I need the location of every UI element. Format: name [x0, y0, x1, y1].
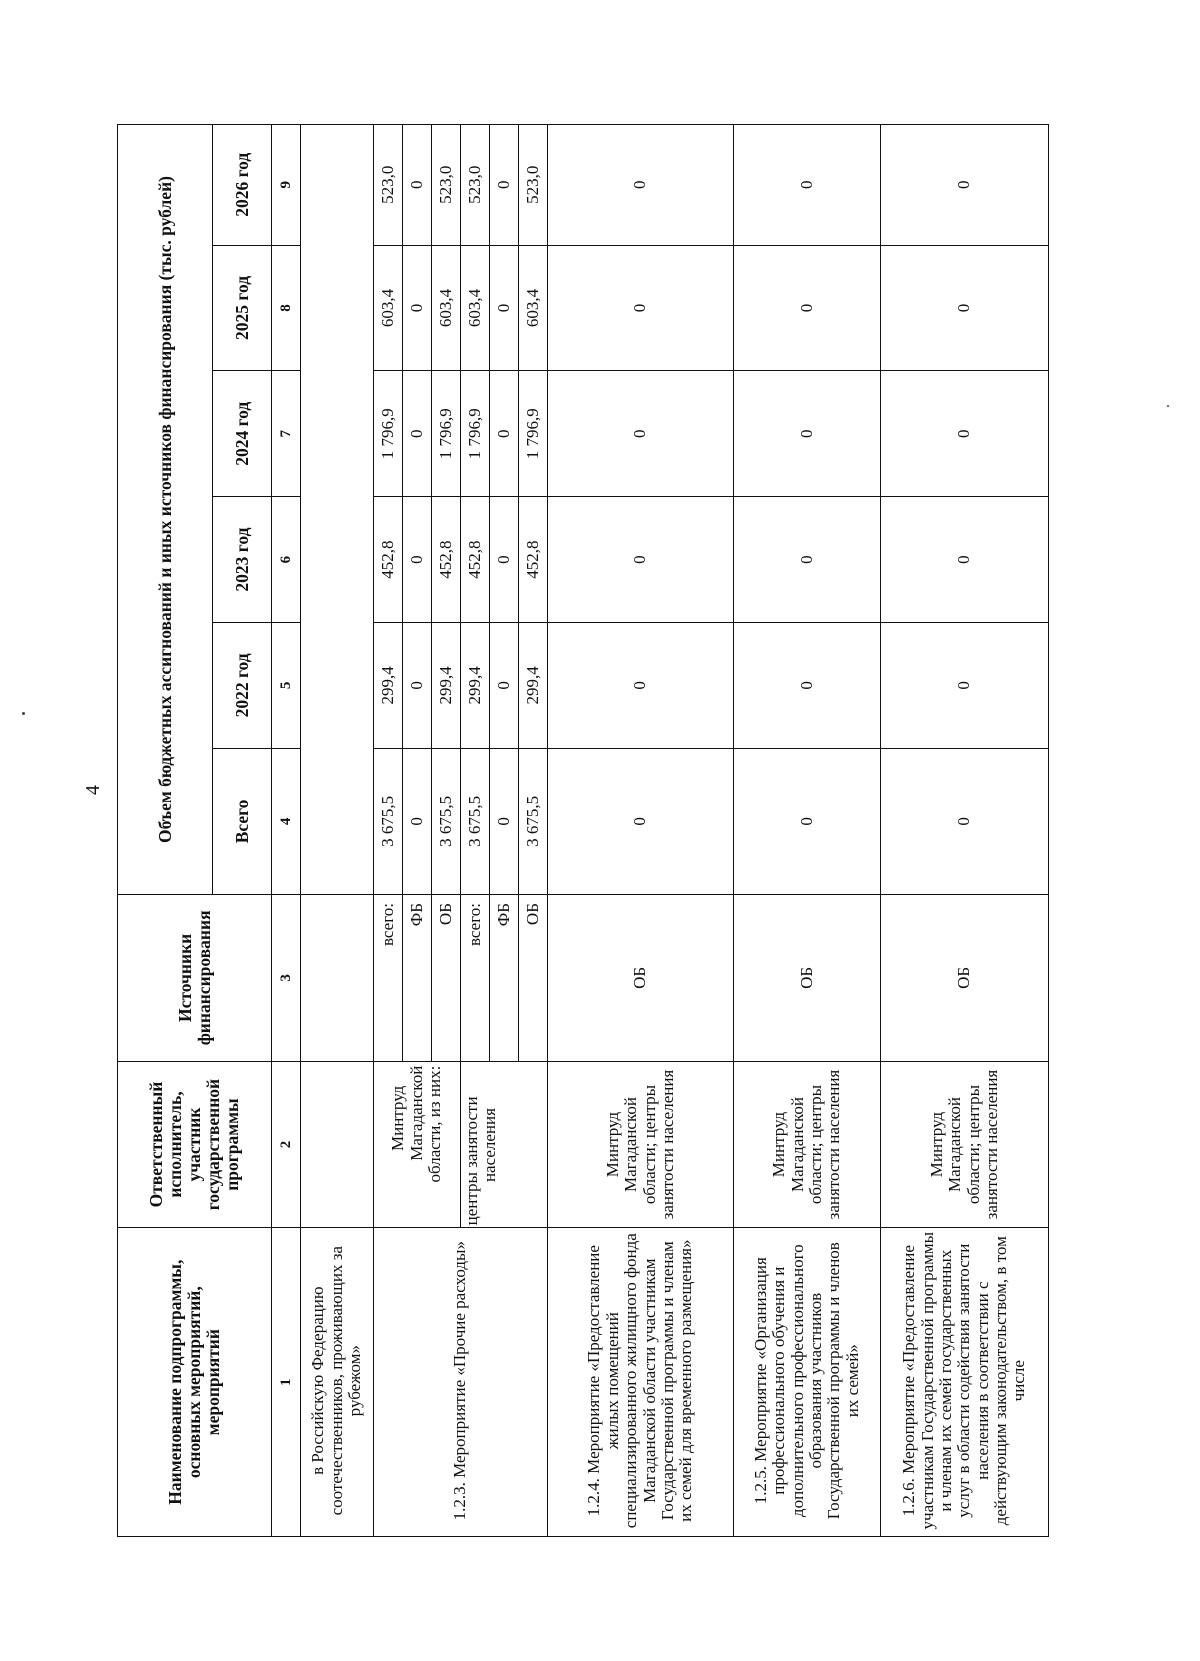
m123-name: 1.2.3. Мероприятие «Прочие расходы»: [374, 1228, 548, 1537]
m126-name: 1.2.6. Мероприятие «Предоставление участникам Государственной программы и членам их семей государственных услуг в области содействия занятости населения в соответствии с действующим законодательством, в том числе: [881, 1228, 1049, 1537]
value-total: 0: [734, 748, 881, 894]
value-2023: 0: [881, 497, 1049, 623]
source-label: всего:: [374, 895, 403, 1062]
value-total: 0: [881, 748, 1049, 894]
m123-exec-line: центры занятости: [462, 1096, 481, 1226]
value-2026: 0: [403, 125, 432, 246]
value-2025: 603,4: [374, 245, 403, 371]
m125-source: ОБ: [734, 895, 881, 1062]
value-total: 3 675,5: [374, 748, 403, 894]
m123-executor-ministry: [374, 1061, 461, 1228]
value-total: 3 675,5: [461, 748, 490, 894]
value-2026: 523,0: [461, 125, 490, 246]
value-2024: 0: [403, 371, 432, 497]
m126-row: [881, 125, 1049, 1537]
page-number: 4: [82, 785, 104, 795]
value-total: 0: [548, 748, 734, 894]
value-total: 3 675,5: [432, 748, 461, 894]
m126-executor: Минтруд Магаданской области; центры занятости населения: [881, 1061, 1049, 1228]
value-2024: 0: [881, 371, 1049, 497]
column-number: 1: [272, 1228, 301, 1537]
column-number: 5: [272, 622, 301, 748]
source-label: всего:: [461, 895, 490, 1062]
value-2025: 603,4: [519, 245, 548, 371]
m125-executor: Минтруд Магаданской области; центры занятости населения: [734, 1061, 881, 1228]
value-2025: 603,4: [432, 245, 461, 371]
m123-executor-centers: [461, 1061, 548, 1228]
value-2024: 1 796,9: [519, 371, 548, 497]
value-2022: 0: [881, 622, 1049, 748]
value-2022: 0: [403, 622, 432, 748]
m126-source: ОБ: [881, 895, 1049, 1062]
value-2025: 603,4: [461, 245, 490, 371]
m125-name: 1.2.5. Мероприятие «Организация профессионального обучения и дополнительного профессионального образования участников Государственной программы и членов их семей»: [734, 1228, 881, 1537]
value-2022: 299,4: [519, 622, 548, 748]
value-2022: 299,4: [461, 622, 490, 748]
value-total: 3 675,5: [519, 748, 548, 894]
m124-executor: Минтруд Магаданской области; центры занятости населения: [548, 1061, 734, 1228]
column-number: 8: [272, 245, 301, 371]
header-2022: 2022 год: [213, 622, 272, 748]
continuation-name: в Российскую Федерацию соотечественников, проживающих за рубежом»: [301, 1228, 374, 1537]
value-2025: 0: [734, 245, 881, 371]
value-2024: 1 796,9: [374, 371, 403, 497]
column-number-row: [272, 125, 301, 1537]
m125-row: [734, 125, 881, 1537]
value-2026: 0: [490, 125, 519, 246]
value-2023: 0: [548, 497, 734, 623]
header-executor: Ответственный исполнитель, участник государственной программы: [118, 1061, 272, 1228]
header-name: Наименование подпрограммы, основных мероприятий, мероприятий: [118, 1228, 272, 1537]
value-2026: 0: [734, 125, 881, 246]
value-2023: 0: [734, 497, 881, 623]
m123-exec-line: области, из них:: [425, 1065, 445, 1183]
value-2025: 0: [881, 245, 1049, 371]
value-2025: 0: [548, 245, 734, 371]
value-2026: 523,0: [432, 125, 461, 246]
value-2026: 523,0: [519, 125, 548, 246]
m124-source: ОБ: [548, 895, 734, 1062]
value-2026: 0: [881, 125, 1049, 246]
header-2025: 2025 год: [213, 245, 272, 371]
empty-cell: [301, 125, 374, 895]
source-label: ФБ: [490, 895, 519, 1062]
value-2024: 0: [548, 371, 734, 497]
value-2026: 523,0: [374, 125, 403, 246]
funding-table: [117, 124, 1049, 1537]
continuation-row: [301, 125, 374, 1537]
value-total: 0: [490, 748, 519, 894]
header-funding-group: Объем бюджетных ассигнований и иных источников финансирования (тыс. рублей): [118, 125, 213, 895]
value-2022: 299,4: [374, 622, 403, 748]
value-2022: 299,4: [432, 622, 461, 748]
value-total: 0: [403, 748, 432, 894]
value-2025: 0: [490, 245, 519, 371]
column-number: 9: [272, 125, 301, 246]
rotated-table-wrapper: [117, 124, 1177, 1537]
column-number: 4: [272, 748, 301, 894]
value-2024: 0: [734, 371, 881, 497]
value-2026: 0: [548, 125, 734, 246]
m124-row: [548, 125, 734, 1537]
header-2023: 2023 год: [213, 497, 272, 623]
value-2022: 0: [548, 622, 734, 748]
source-label: ОБ: [432, 895, 461, 1062]
scan-speck: [22, 712, 25, 715]
empty-cell: [301, 1061, 374, 1228]
header-2026: 2026 год: [213, 125, 272, 246]
value-2022: 0: [734, 622, 881, 748]
header-row: [118, 125, 213, 1537]
column-number: 3: [272, 895, 301, 1062]
m123-row-total-minsoc: [374, 125, 403, 1537]
header-sources: Источники финансирования: [118, 895, 272, 1062]
column-number: 7: [272, 371, 301, 497]
value-2023: 0: [490, 497, 519, 623]
source-label: ФБ: [403, 895, 432, 1062]
header-2024: 2024 год: [213, 371, 272, 497]
empty-cell: [301, 895, 374, 1062]
value-2023: 452,8: [432, 497, 461, 623]
value-2025: 0: [403, 245, 432, 371]
value-2023: 452,8: [461, 497, 490, 623]
m123-exec-line: Минтруд: [388, 1085, 408, 1152]
m123-exec-line: Магаданской: [406, 1065, 426, 1161]
value-2024: 1 796,9: [461, 371, 490, 497]
m124-name: 1.2.4. Мероприятие «Предоставление жилых помещений специализированного жилищного фонда Магаданской области участникам Государственной программы и членам их семей для временного размещения»: [548, 1228, 734, 1537]
value-2023: 0: [403, 497, 432, 623]
header-total: Всего: [213, 748, 272, 894]
value-2024: 1 796,9: [432, 371, 461, 497]
value-2023: 452,8: [374, 497, 403, 623]
column-number: 2: [272, 1061, 301, 1228]
value-2024: 0: [490, 371, 519, 497]
column-number: 6: [272, 497, 301, 623]
source-label: ОБ: [519, 895, 548, 1062]
value-2022: 0: [490, 622, 519, 748]
m123-exec-line: населения: [480, 1108, 500, 1183]
value-2023: 452,8: [519, 497, 548, 623]
